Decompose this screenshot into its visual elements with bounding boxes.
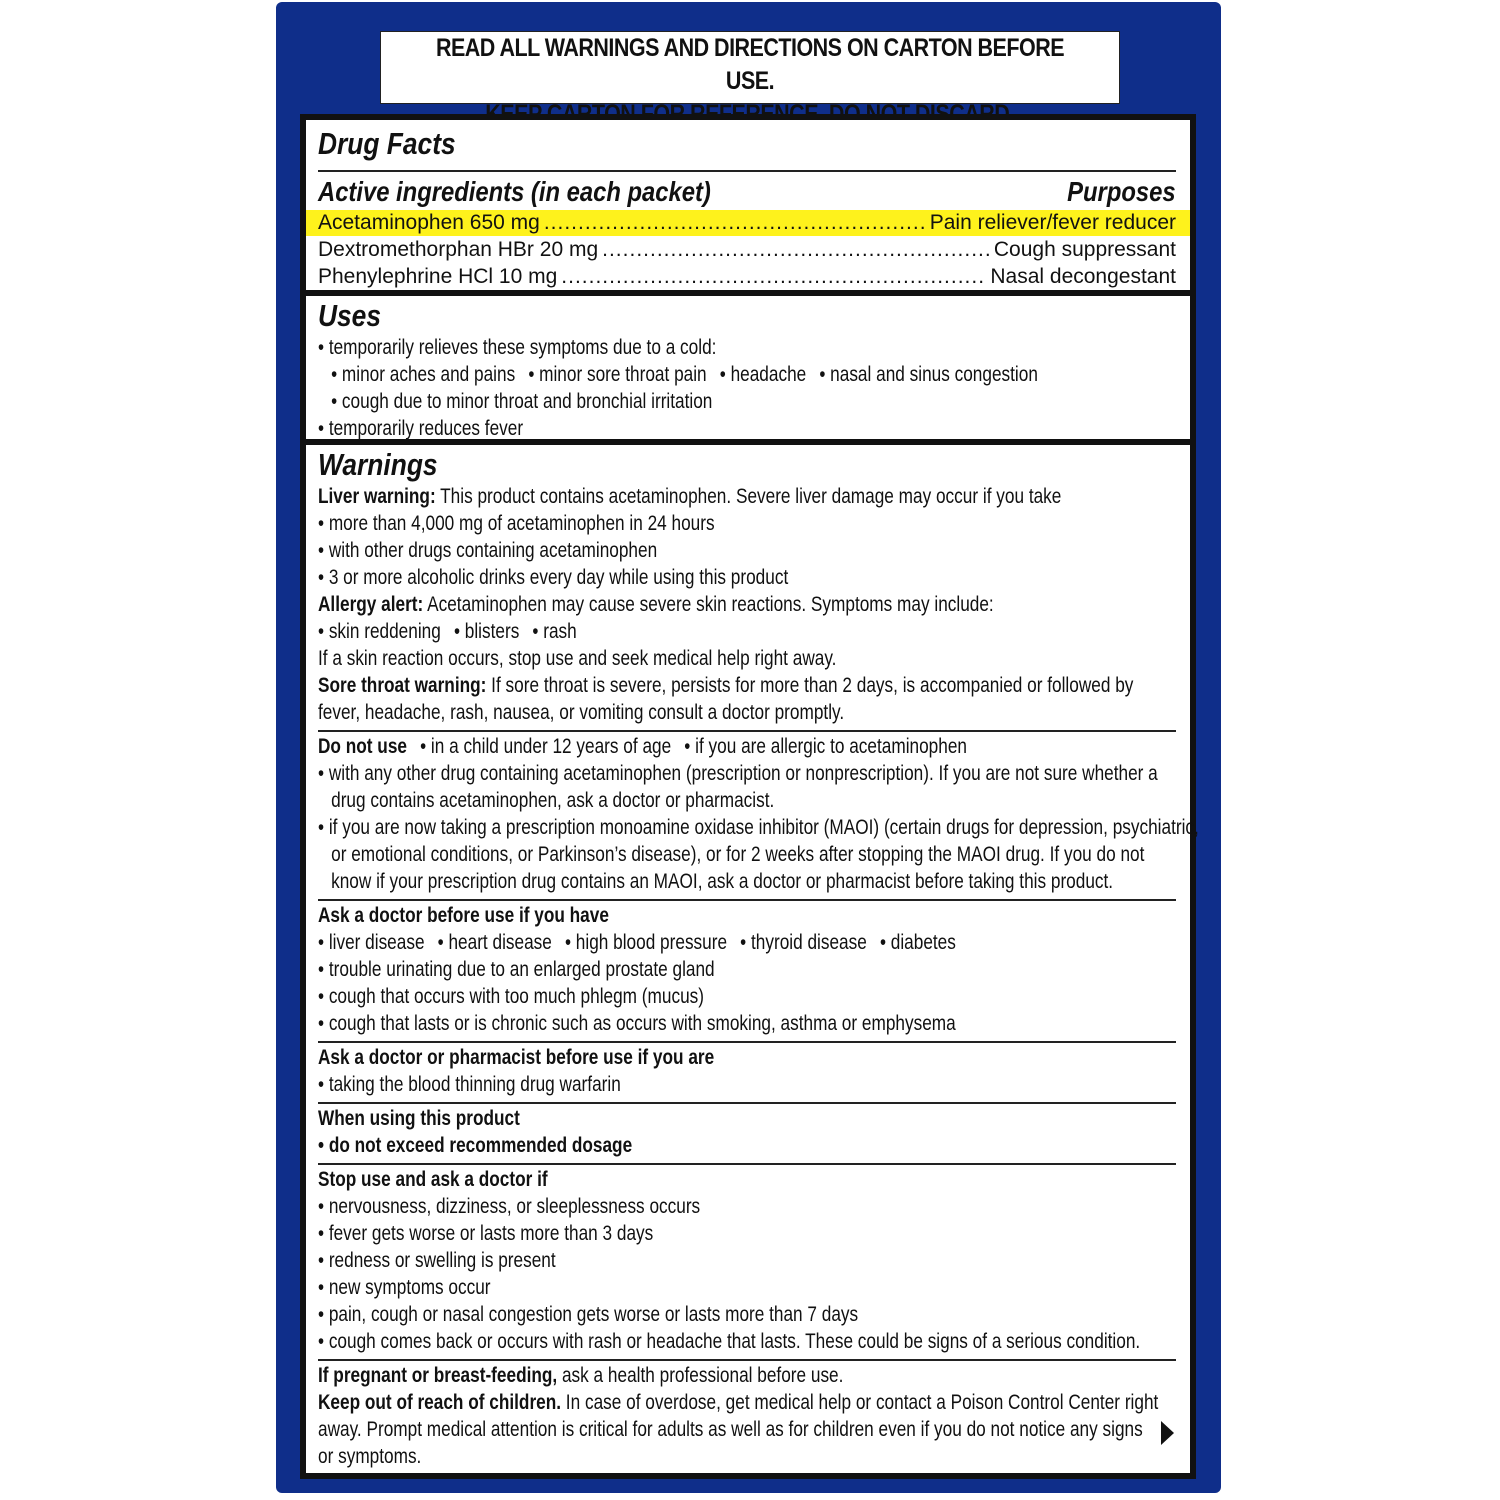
do-not-use-item: • if you are now taking a prescription monoamine oxidase inhibitor (MAOI) (certain drugs for depression, psychiatric,: [318, 816, 1199, 839]
do-not-use: Do not use • in a child under 12 years of age • if you are allergic to acetaminophen: [318, 735, 967, 758]
ingredient-name: Phenylephrine HCl 10 mg: [318, 265, 558, 288]
active-ingredients-box: [306, 120, 1190, 290]
read-warnings-banner: [380, 31, 1120, 104]
allergy-items: • skin reddening • blisters • rash: [318, 620, 577, 643]
uses-item: • temporarily reduces fever: [318, 417, 524, 440]
uses-item: • temporarily relieves these symptoms due to a cold:: [318, 336, 717, 359]
allergy-after: If a skin reaction occurs, stop use and seek medical help right away.: [318, 647, 837, 670]
ask-doctor-inline: • liver disease • heart disease • high blood pressure • thyroid disease • diabetes: [318, 931, 956, 954]
liver-item: • 3 or more alcoholic drinks every day while using this product: [318, 566, 789, 589]
ask-doctor-item: • cough that lasts or is chronic such as occurs with smoking, asthma or emphysema: [318, 1012, 956, 1035]
allergy-alert: Allergy alert: Acetaminophen may cause severe skin reactions. Symptoms may include:: [318, 593, 994, 616]
when-using-heading: When using this product: [318, 1107, 520, 1130]
purposes-heading: Purposes: [1067, 176, 1176, 207]
when-using-item: • do not exceed recommended dosage: [318, 1134, 633, 1157]
do-not-use-item-cont: drug contains acetaminophen, ask a doctor or pharmacist.: [331, 789, 775, 812]
ask-doctor-heading: Ask a doctor before use if you have: [318, 904, 609, 927]
stop-use-item: • nervousness, dizziness, or sleeplessness occurs: [318, 1195, 701, 1218]
ingredient-row: [318, 236, 1176, 263]
banner-line-1: READ ALL WARNINGS AND DIRECTIONS ON CARTON BEFORE USE.: [435, 34, 1065, 95]
ingredient-name: Acetaminophen 650 mg: [318, 211, 540, 234]
sore-throat-text: fever, headache, rash, nausea, or vomiting consult a doctor promptly.: [318, 701, 845, 724]
uses-subitems: • minor aches and pains • minor sore throat pain • headache • nasal and sinus congestion: [331, 363, 1038, 386]
keep-out-of-reach: Keep out of reach of children. In case of overdose, get medical help or contact a Poison Control Center right: [318, 1391, 1159, 1414]
drug-facts-card: [300, 114, 1199, 1479]
liver-warning: Liver warning: This product contains acetaminophen. Severe liver damage may occur if you take: [318, 485, 1062, 508]
ingredient-row: [306, 210, 1190, 236]
liver-item: • more than 4,000 mg of acetaminophen in 24 hours: [318, 512, 715, 535]
liver-item: • with other drugs containing acetaminophen: [318, 539, 658, 562]
ingredient-purpose: Nasal decongestant: [990, 265, 1176, 288]
keep-out-text: or symptoms.: [318, 1445, 422, 1468]
uses-subitem: • cough due to minor throat and bronchial irritation: [331, 390, 713, 413]
stop-use-item: • pain, cough or nasal congestion gets worse or lasts more than 7 days: [318, 1303, 859, 1326]
ingredient-row: [318, 263, 1176, 290]
ask-pharmacist-heading: Ask a doctor or pharmacist before use if you are: [318, 1046, 715, 1069]
ask-doctor-item: • cough that occurs with too much phlegm (mucus): [318, 985, 705, 1008]
sore-throat-warning: Sore throat warning: If sore throat is severe, persists for more than 2 days, is accompanied or followed by: [318, 674, 1134, 697]
keep-out-text: away. Prompt medical attention is critical for adults as well as for children even if you do not notice any signs: [318, 1418, 1143, 1441]
stop-use-item: • new symptoms occur: [318, 1276, 491, 1299]
do-not-use-item-cont: or emotional conditions, or Parkinson’s disease), or for 2 weeks after stopping the MAOI drug. If you do not: [331, 843, 1145, 866]
pregnant-warning: If pregnant or breast-feeding, ask a health professional before use.: [318, 1364, 844, 1387]
active-heading-row: [318, 174, 1176, 210]
uses-box: [306, 296, 1190, 439]
stop-use-item: • cough comes back or occurs with rash or headache that lasts. These could be signs of a serious condition.: [318, 1330, 1141, 1353]
uses-heading: Uses: [318, 298, 381, 333]
stop-use-heading: Stop use and ask a doctor if: [318, 1168, 548, 1191]
active-ingredients-heading: Active ingredients (in each packet): [318, 176, 711, 207]
continued-arrow-icon: [1161, 1421, 1174, 1445]
ingredient-purpose: Pain reliever/fever reducer: [929, 211, 1176, 234]
ask-pharmacist-item: • taking the blood thinning drug warfarin: [318, 1073, 621, 1096]
ask-doctor-item: • trouble urinating due to an enlarged prostate gland: [318, 958, 715, 981]
drug-facts-title: Drug Facts: [318, 126, 456, 161]
stop-use-item: • fever gets worse or lasts more than 3 days: [318, 1222, 654, 1245]
do-not-use-item: • with any other drug containing acetaminophen (prescription or nonprescription). If you are not sure whether a: [318, 762, 1158, 785]
warnings-heading: Warnings: [318, 447, 438, 482]
stop-use-item: • redness or swelling is present: [318, 1249, 556, 1272]
do-not-use-item-cont: know if your prescription drug contains an MAOI, ask a doctor or pharmacist before taking this product.: [331, 870, 1114, 893]
ingredient-name: Dextromethorphan HBr 20 mg: [318, 238, 599, 261]
warnings-box: [306, 445, 1199, 1473]
ingredient-purpose: Cough suppressant: [993, 238, 1176, 261]
